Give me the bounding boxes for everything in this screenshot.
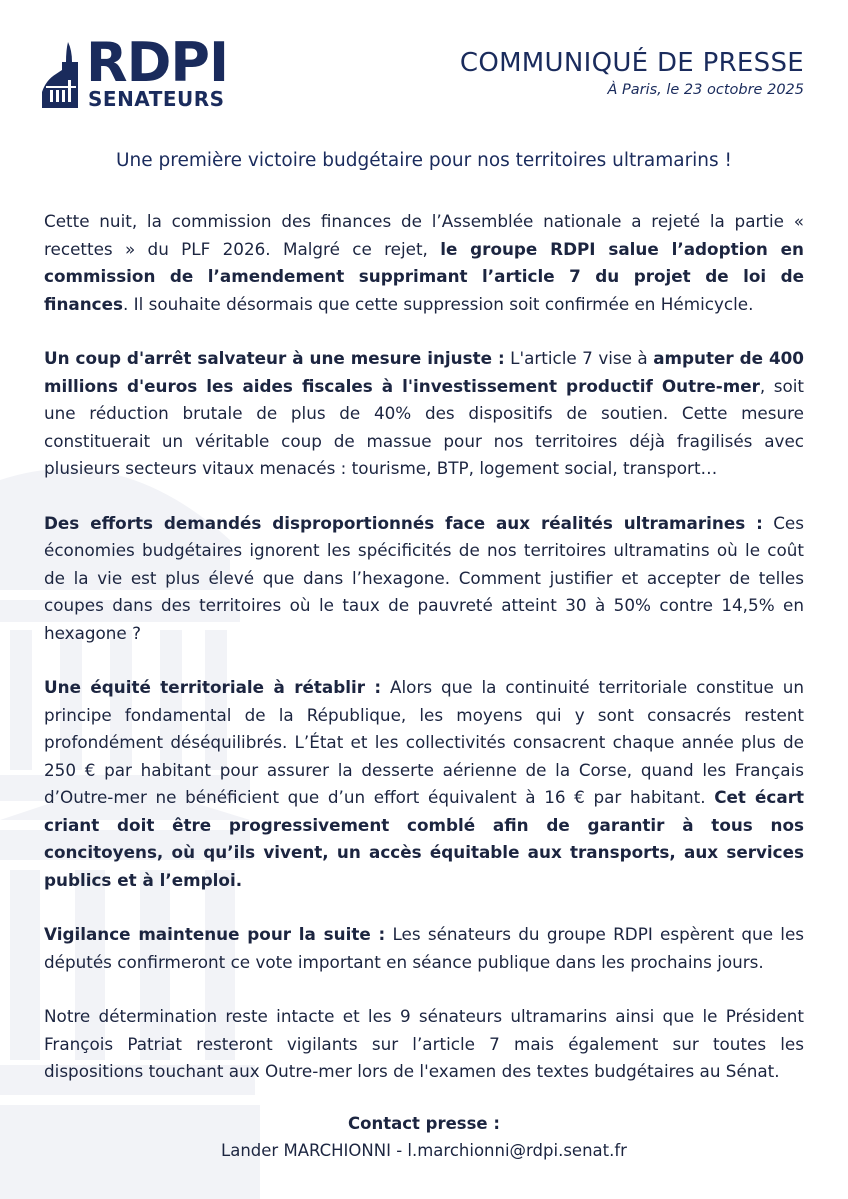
p2-text-a: L'article 7 vise à	[504, 348, 654, 368]
p3-lead: Des efforts demandés disproportionnés face aux réalités ultramarines :	[44, 512, 763, 533]
contact-line: Lander MARCHIONNI - l.marchionni@rdpi.senat.fr	[221, 1141, 627, 1160]
paragraph-1	[44, 208, 804, 318]
logo-wordmark: RDPI	[86, 31, 229, 94]
p3-text: Ces économies budgétaires ignorent les spécificités de nos territoires ultramatins où le coût de la vie est plus élevé que dans l’hexagone. Comment justifier et accepter de telles coupes dans des territoires où le taux de pauvreté atteint 30 à 50% contre 14,5% en hexagone ?	[44, 512, 804, 643]
paragraph-5	[44, 921, 804, 976]
contact-label: Contact presse :	[348, 1114, 500, 1133]
document-type: COMMUNIQUÉ DE PRESSE	[459, 48, 804, 78]
p1-text-b: . Il souhaite désormais que cette suppression soit confirmée en Hémicycle.	[122, 293, 754, 314]
paragraph-3	[44, 510, 804, 648]
senate-dome-icon	[42, 40, 84, 108]
paragraph-4	[44, 674, 804, 894]
rdpi-logo	[42, 31, 282, 111]
paragraph-2	[44, 345, 804, 483]
p6-text: Notre détermination reste intacte et les 9 sénateurs ultramarins ainsi que le Président François Patriat resteront vigilants sur l’article 7 mais également sur toutes les dispositions touchant aux Outre-mer lors de l'examen des textes budgétaires au Sénat.	[44, 1006, 804, 1081]
p5-lead: Vigilance maintenue pour la suite :	[44, 924, 386, 944]
p4-text: Alors que la continuité territoriale constitue un principe fondamental de la République, les moyens qui y sont consacrés restent profondément déséquilibrés. L’État et les collectivités consacrent chaque année plus de 250 € par habitant pour assurer la desserte aérienne de la Corse, quand les Français d’Outre-mer ne bénéficient que d’un effort équivalent à 16 € par habitant.	[44, 677, 804, 807]
press-contact	[0, 1110, 848, 1164]
p1-bold: le groupe RDPI salue l’adoption en commission de l’amendement supprimant l’article 7 du projet de loi de finances	[44, 238, 805, 314]
logo-subtitle: SENATEURS	[88, 87, 225, 111]
p2-text-b: , soit une réduction brutale de plus de 40% des dispositifs de soutien. Cette mesure constituerait un véritable coup de massue pour nos territoires déjà fragilisés avec plusieurs secteurs vitaux menacés : tourisme, BTP, logement social, transport…	[44, 375, 805, 478]
date-line: À Paris, le 23 octobre 2025	[607, 82, 804, 98]
p2-lead: Un coup d'arrêt salvateur à une mesure injuste :	[44, 348, 505, 368]
paragraph-6	[44, 1003, 804, 1086]
page-title: Une première victoire budgétaire pour nos territoires ultramarins !	[116, 150, 732, 171]
p4-lead: Une équité territoriale à rétablir :	[44, 677, 382, 697]
p5-text: Les sénateurs du groupe RDPI espèrent que les députés confirmeront ce vote important en séance publique dans les prochains jours.	[44, 924, 805, 972]
body-text	[44, 208, 804, 1113]
p2-bold: amputer de 400 millions d'euros les aides fiscales à l'investissement productif Outre-mer	[44, 348, 804, 396]
p4-bold: Cet écart criant doit être progressivement comblé afin de garantir à tous nos concitoyens, où qu’ils vivent, un accès équitable aux transports, aux services publics et à l’emploi.	[44, 787, 804, 890]
p1-text-a: Cette nuit, la commission des finances de l’Assemblée nationale a rejeté la partie « recettes » du PLF 2026. Malgré ce rejet,	[44, 211, 804, 259]
